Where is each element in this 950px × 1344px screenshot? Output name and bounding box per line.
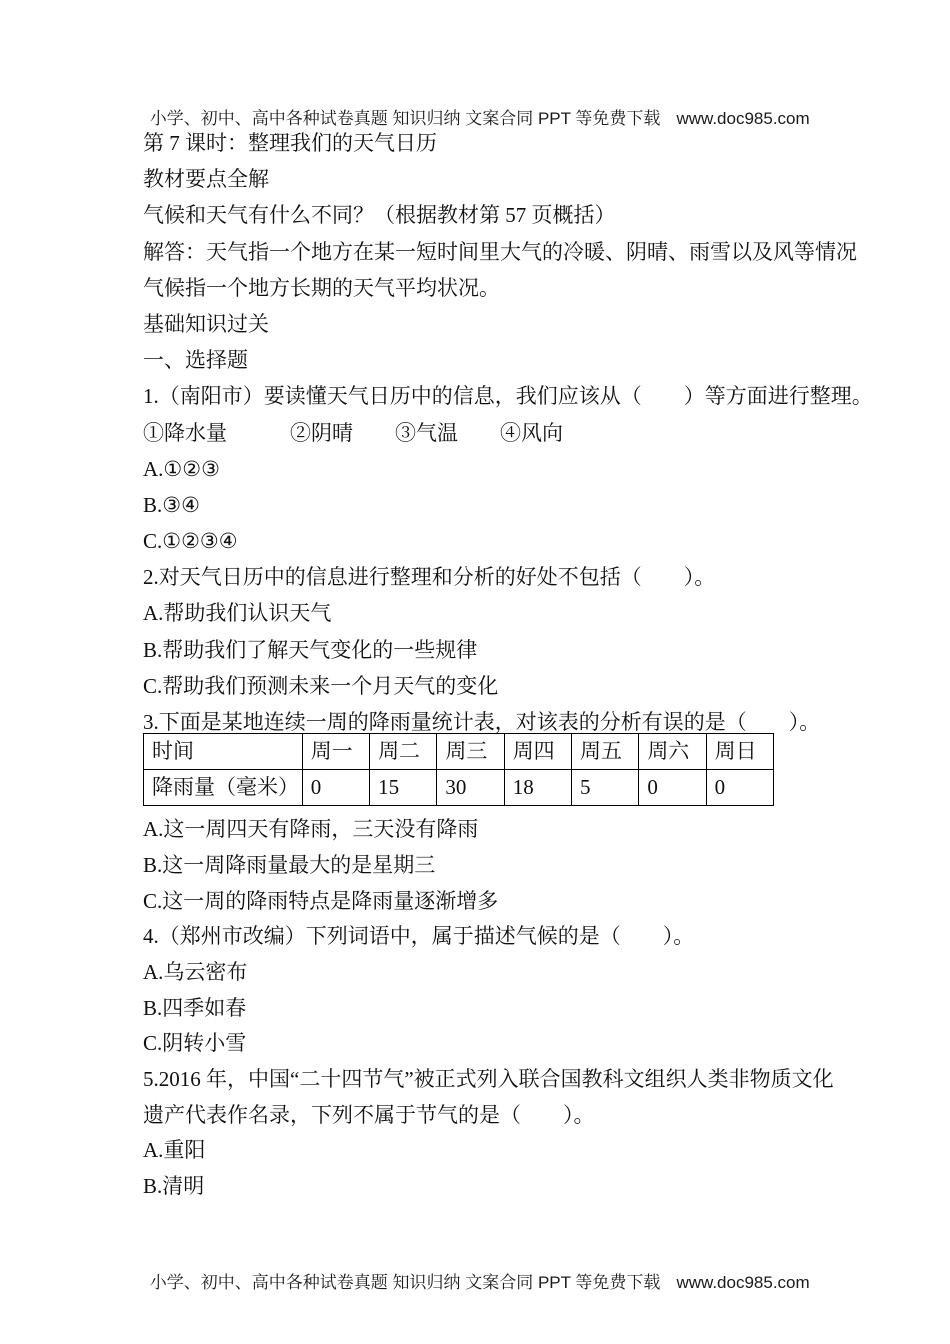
q1-option-c: C.①②③④ xyxy=(143,529,238,554)
rainfall-header-cell-sat: 周六 xyxy=(639,734,706,770)
q4-option-a: A.乌云密布 xyxy=(143,959,248,984)
rainfall-header-cell-sun: 周日 xyxy=(706,734,773,770)
q2-stem: 2.对天气日历中的信息进行整理和分析的好处不包括（ ）。 xyxy=(143,565,716,590)
q4-option-c: C.阴转小雪 xyxy=(143,1031,247,1056)
rainfall-value-cell-wed: 30 xyxy=(437,770,504,806)
document-body xyxy=(143,125,873,1205)
page-footer xyxy=(0,1248,950,1293)
doc-title: 第 7 课时：整理我们的天气日历 xyxy=(143,131,437,155)
rainfall-value-cell-tue: 15 xyxy=(370,770,437,806)
q1-option-a: A.①②③ xyxy=(143,456,220,481)
rainfall-value-cell-sun: 0 xyxy=(706,770,773,806)
rainfall-table-value-row xyxy=(144,770,774,806)
q3-option-c: C.这一周的降雨特点是降雨量逐渐增多 xyxy=(143,888,499,913)
footer-site-url: www.doc985.com xyxy=(676,1273,810,1292)
rainfall-value-cell-fri: 5 xyxy=(572,770,639,806)
section-heading-choice: 一、选择题 xyxy=(143,348,248,373)
q1-items: ①降水量 ②阴晴 ③气温 ④风向 xyxy=(143,420,563,445)
q3-stem: 3.下面是某地连续一周的降雨量统计表，对该表的分析有误的是（ ）。 xyxy=(143,710,821,734)
rainfall-header-cell-time: 时间 xyxy=(144,734,303,770)
rainfall-table xyxy=(143,733,774,806)
q1-option-b: B.③④ xyxy=(143,492,200,517)
document-lower-section xyxy=(143,812,843,1205)
rainfall-value-cell-label: 降雨量（毫米） xyxy=(144,770,303,806)
rainfall-header-cell-fri: 周五 xyxy=(572,734,639,770)
section-heading-textbook: 教材要点全解 xyxy=(143,167,269,192)
rainfall-value-cell-sat: 0 xyxy=(639,770,706,806)
rainfall-header-cell-wed: 周三 xyxy=(437,734,504,770)
q4-stem: 4.（郑州市改编）下列词语中，属于描述气候的是（ ）。 xyxy=(143,924,695,949)
rainfall-value-cell-mon: 0 xyxy=(302,770,369,806)
rainfall-header-cell-mon: 周一 xyxy=(302,734,369,770)
footer-promo-text: 小学、初中、高中各种试卷真题 知识归纳 文案合同 PPT 等免费下载 xyxy=(149,1273,661,1292)
rainfall-value-cell-thu: 18 xyxy=(504,770,571,806)
q5-option-a: A.重阳 xyxy=(143,1138,206,1163)
header-site-url: www.doc985.com xyxy=(676,109,810,128)
q2-option-b: B.帮助我们了解天气变化的一些规律 xyxy=(143,637,478,662)
concept-answer-line2: 气候指一个地方长期的天气平均状况。 xyxy=(143,275,500,300)
document-upper-section xyxy=(143,125,873,740)
concept-question: 气候和天气有什么不同？（根据教材第 57 页概括） xyxy=(143,203,616,228)
rainfall-header-cell-thu: 周四 xyxy=(504,734,571,770)
header-promo-text: 小学、初中、高中各种试卷真题 知识归纳 文案合同 PPT 等免费下载 xyxy=(149,109,661,128)
rainfall-header-cell-tue: 周二 xyxy=(370,734,437,770)
q1-stem: 1.（南阳市）要读懂天气日历中的信息，我们应该从（ ）等方面进行整理。 xyxy=(143,384,873,409)
q4-option-b: B.四季如春 xyxy=(143,995,247,1020)
q5-stem-line2: 遗产代表作名录，下列不属于节气的是（ ）。 xyxy=(143,1102,595,1127)
section-heading-basics: 基础知识过关 xyxy=(143,311,269,336)
q2-option-a: A.帮助我们认识天气 xyxy=(143,601,332,626)
concept-answer-line1: 解答：天气指一个地方在某一短时间里大气的冷暖、阴晴、雨雪以及风等情况 xyxy=(143,239,857,264)
q5-option-b: B.清明 xyxy=(143,1174,205,1199)
q2-option-c: C.帮助我们预测未来一个月天气的变化 xyxy=(143,673,499,698)
q3-option-b: B.这一周降雨量最大的是星期三 xyxy=(143,852,436,877)
q3-option-a: A.这一周四天有降雨，三天没有降雨 xyxy=(143,817,479,842)
page-header xyxy=(0,84,950,129)
q5-stem-line1: 5.2016 年，中国“二十四节气”被正式列入联合国教科文组织人类非物质文化 xyxy=(143,1067,834,1091)
